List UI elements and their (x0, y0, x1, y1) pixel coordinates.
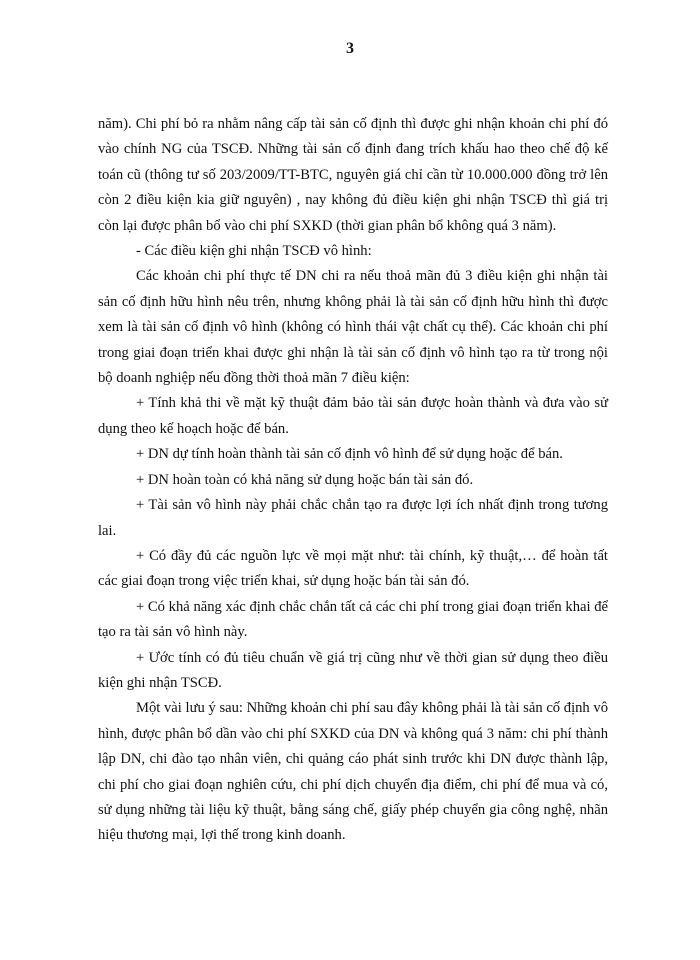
list-item: + Tài sản vô hình này phải chắc chắn tạo ra được lợi ích nhất định trong tương lai. (98, 497, 608, 539)
list-item: + Có khả năng xác định chắc chắn tất cả các chi phí trong giai đoạn triển khai để tạo ra tài sản vô hình này. (98, 598, 608, 641)
list-item: + Có đầy đủ các nguồn lực về mọi mặt như: tài chính, kỹ thuật,… để hoàn tất các giai đoạn trong việc triển khai, sử dụng hoặc bán tài sản đó. (98, 547, 608, 590)
paragraph: Các khoản chi phí thực tế DN chi ra nếu thoả mãn đủ 3 điều kiện ghi nhận tài sản cố định hữu hình nêu trên, nhưng không phải là tài sản cố định hữu hình thì được xem là tài sản cố định vô hình (không có hình thái vật chất cụ thể). Các khoản chi phí trong giai đoạn triển khai được ghi nhận là tài sản cố định vô hình tạo ra từ trong nội bộ doanh nghiệp nếu đồng thời thoả mãn 7 điều kiện: (98, 268, 608, 387)
list-item: + DN dự tính hoàn thành tài sản cố định vô hình để sử dụng hoặc để bán. (136, 446, 563, 463)
list-item: + DN hoàn toàn có khả năng sử dụng hoặc bán tài sản đó. (136, 471, 474, 488)
paragraph-heading: - Các điều kiện ghi nhận TSCĐ vô hình: (136, 243, 372, 260)
list-item: + Ước tính có đủ tiêu chuẩn về giá trị cũng như về thời gian sử dụng theo điều kiện ghi nhận TSCĐ. (98, 649, 608, 691)
body-text (98, 112, 608, 849)
paragraph: Một vài lưu ý sau: Những khoản chi phí sau đây không phải là tài sản cố định vô hình, được phân bổ dần vào chi phí SXKD của DN và không quá 3 năm: chi phí thành lập DN, chi đào tạo nhân viên, chi quảng cáo phát sinh trước khi DN được thành lập, chi phí cho giai đoạn nghiên cứu, chi phí dịch chuyển địa điểm, chi phí để mua và có, sử dụng những tài liệu kỹ thuật, bằng sáng chế, giấy phép chuyển gia công nghệ, nhãn hiệu thương mại, lợi thế trong kinh doanh. (98, 700, 608, 844)
paragraph: năm). Chi phí bỏ ra nhằm nâng cấp tài sản cố định thì được ghi nhận khoản chi phí đó vào chính NG của TSCĐ. Những tài sản cố định đang trích khấu hao theo chế độ kế toán cũ (thông tư số 203/2009/TT-BTC, nguyên giá chỉ cần từ 10.000.000 đồng trở lên còn 2 điều kiện kia giữ nguyên) , nay không đủ điều kiện ghi nhận TSCĐ thì giá trị còn lại được phân bổ vào chi phí SXKD (thời gian phân bổ không quá 3 năm). (98, 116, 608, 234)
page-number: 3 (346, 40, 354, 57)
list-item: + Tính khả thi về mặt kỹ thuật đảm bảo tài sản được hoàn thành và đưa vào sử dụng theo kế hoạch hoặc để bán. (98, 395, 608, 437)
